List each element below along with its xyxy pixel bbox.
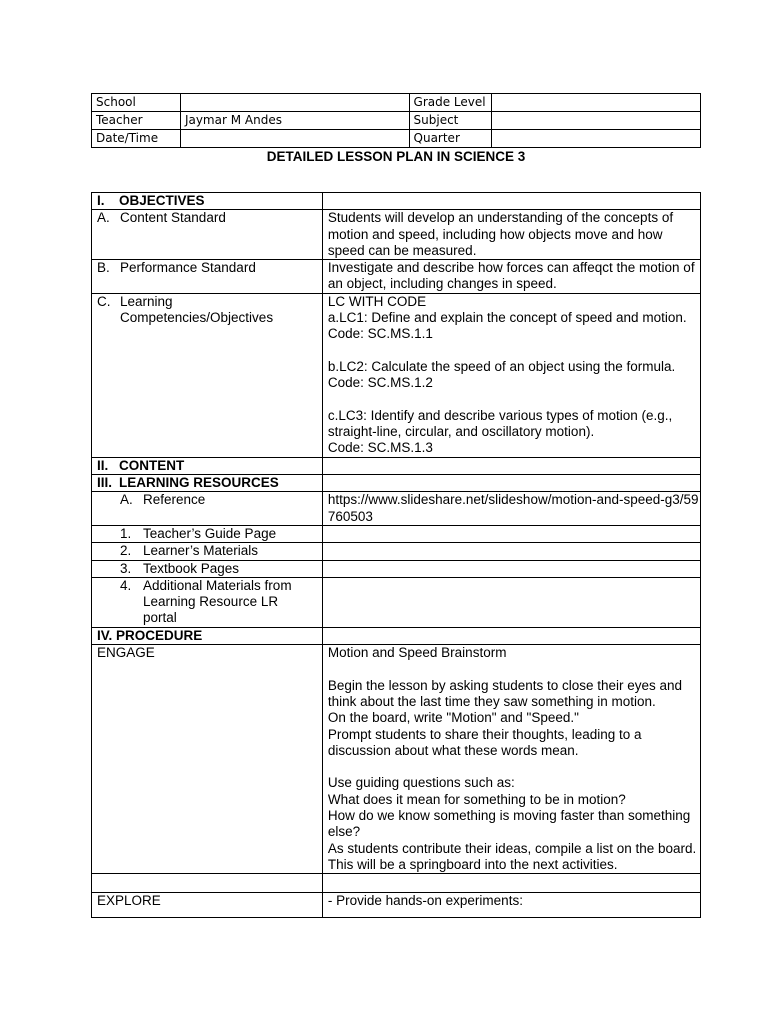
- competencies-line: c.LC3: Identify and describe various types of motion (e.g., straight-line, circular, and oscillatory motion).: [327, 407, 677, 440]
- resources-number: III.: [97, 475, 113, 491]
- resource-item-number: 3.: [120, 560, 132, 576]
- competencies-text-cell: [322, 293, 700, 457]
- performance-standard-row: [92, 260, 701, 294]
- competencies-line: Code: SC.MS.1.3: [327, 440, 433, 456]
- competencies-line: a.LC1: Define and explain the concept of speed and motion.: [327, 310, 687, 326]
- performance-standard-number: B.: [97, 260, 110, 276]
- engage-line: On the board, write "Motion" and "Speed.": [327, 710, 579, 726]
- engage-line: How do we know something is moving faster than something else?: [327, 807, 695, 840]
- objectives-number: I.: [97, 193, 105, 208]
- competencies-line: Code: SC.MS.1.2: [327, 375, 433, 391]
- subject-value: [492, 112, 701, 130]
- blank-row: [92, 874, 701, 893]
- procedure-heading: PROCEDURE: [116, 627, 203, 643]
- content-standard-row: [92, 210, 701, 260]
- content-heading-cell: [92, 457, 323, 474]
- document-title: DETAILED LESSON PLAN IN SCIENCE 3: [266, 149, 526, 164]
- resource-item-row: [92, 577, 701, 627]
- procedure-number: IV.: [97, 627, 113, 643]
- resource-item-label-cell: [92, 560, 323, 577]
- reference-label: Reference: [143, 492, 206, 508]
- school-value: [180, 94, 409, 112]
- resource-item-value: [322, 577, 700, 627]
- resources-value-cell: [322, 475, 700, 492]
- resource-item-label-cell: [92, 543, 323, 560]
- header-row: [92, 130, 701, 148]
- engage-line: As students contribute their ideas, compile a list on the board. This will be a springboard into the next activities.: [327, 840, 700, 872]
- resource-item-number: 2.: [120, 543, 132, 559]
- engage-spacer: [328, 759, 700, 775]
- content-standard-text: Students will develop an understanding of the concepts of motion and speed, including how objects move and how speed can be measured.: [322, 210, 700, 260]
- engage-line: Prompt students to share their thoughts, leading to a discussion about what these words mean.: [327, 726, 646, 758]
- resource-item-label: Teacher’s Guide Page: [143, 525, 277, 541]
- engage-row: [92, 645, 701, 874]
- header-row: [92, 94, 701, 112]
- competencies-row: [92, 293, 701, 457]
- blank-cell: [92, 874, 323, 893]
- lesson-plan-table: [91, 192, 701, 918]
- reference-label-cell: [92, 492, 323, 526]
- reference-link[interactable]: https://www.slideshare.net/slideshow/motion-and-speed-g3/59760503: [322, 492, 700, 526]
- header-row: [92, 112, 701, 130]
- reference-number: A.: [120, 492, 133, 508]
- blank-cell: [322, 874, 700, 893]
- quarter-label: Quarter: [409, 130, 492, 148]
- objectives-heading: OBJECTIVES: [119, 193, 205, 208]
- resource-item-label: Textbook Pages: [143, 560, 240, 576]
- quarter-value: [492, 130, 701, 148]
- resources-heading: LEARNING RESOURCES: [119, 475, 279, 491]
- content-standard-number: A.: [97, 210, 110, 226]
- datetime-value: [180, 130, 409, 148]
- explore-row: [92, 893, 701, 918]
- engage-text-cell: [322, 645, 700, 874]
- subject-label: Subject: [409, 112, 492, 130]
- grade-level-label: Grade Level: [409, 94, 492, 112]
- content-number: II.: [97, 457, 109, 473]
- resource-item-value: [322, 543, 700, 560]
- resource-item-row: [92, 525, 701, 542]
- performance-standard-text: Investigate and describe how forces can affeqct the motion of an object, including changes in speed.: [322, 260, 700, 294]
- content-row: [92, 457, 701, 474]
- engage-line: Use guiding questions such as:: [327, 775, 515, 791]
- resource-item-row: [92, 560, 701, 577]
- resource-item-label-cell: [92, 525, 323, 542]
- resource-item-number: 1.: [120, 525, 132, 541]
- grade-level-value: [492, 94, 701, 112]
- teacher-label: Teacher: [92, 112, 181, 130]
- competencies-label-line2: Competencies/Objectives: [120, 310, 274, 326]
- teacher-value: Jaymar M Andes: [180, 112, 409, 130]
- resources-heading-cell: [92, 475, 323, 492]
- objectives-heading-cell: [92, 193, 323, 210]
- content-standard-label: Content Standard: [120, 210, 226, 226]
- objectives-row: [92, 193, 701, 210]
- competencies-label-cell: [92, 293, 323, 457]
- resource-item-label: Learner’s Materials: [143, 543, 259, 559]
- competencies-line: Code: SC.MS.1.1: [327, 326, 433, 342]
- competencies-spacer: [328, 392, 700, 408]
- resource-item-value: [322, 525, 700, 542]
- resource-item-number: 4.: [120, 577, 132, 593]
- lesson-header-table: [91, 93, 701, 148]
- performance-standard-label-cell: [92, 260, 323, 294]
- procedure-value-cell: [322, 627, 700, 644]
- competencies-line: b.LC2: Calculate the speed of an object using the formula.: [327, 358, 676, 374]
- engage-spacer: [328, 661, 700, 677]
- content-value-cell: [322, 457, 700, 474]
- competencies-spacer: [328, 343, 700, 359]
- engage-line: Begin the lesson by asking students to close their eyes and think about the last time they saw something in motion.: [327, 677, 686, 709]
- resource-item-label: Additional Materials from Learning Resource LR portal: [143, 577, 292, 626]
- objectives-value-cell: [322, 193, 700, 210]
- content-standard-label-cell: [92, 210, 323, 260]
- competencies-label-line1: Learning: [120, 293, 173, 309]
- content-heading: CONTENT: [119, 457, 185, 473]
- competencies-line: LC WITH CODE: [327, 293, 427, 309]
- resource-item-label-cell: [92, 577, 323, 627]
- resource-item-value: [322, 560, 700, 577]
- resources-row: [92, 475, 701, 492]
- performance-standard-label: Performance Standard: [120, 260, 256, 276]
- engage-line: Motion and Speed Brainstorm: [327, 645, 507, 661]
- explore-label: EXPLORE: [92, 893, 323, 918]
- procedure-heading-cell: [92, 627, 323, 644]
- engage-label: ENGAGE: [92, 645, 323, 874]
- datetime-label: Date/Time: [92, 130, 181, 148]
- engage-line: What does it mean for something to be in motion?: [327, 791, 626, 807]
- explore-text: - Provide hands-on experiments:: [322, 893, 700, 918]
- resource-item-row: [92, 543, 701, 560]
- procedure-row: [92, 627, 701, 644]
- reference-row: [92, 492, 701, 526]
- competencies-number: C.: [97, 293, 111, 309]
- school-label: School: [92, 94, 181, 112]
